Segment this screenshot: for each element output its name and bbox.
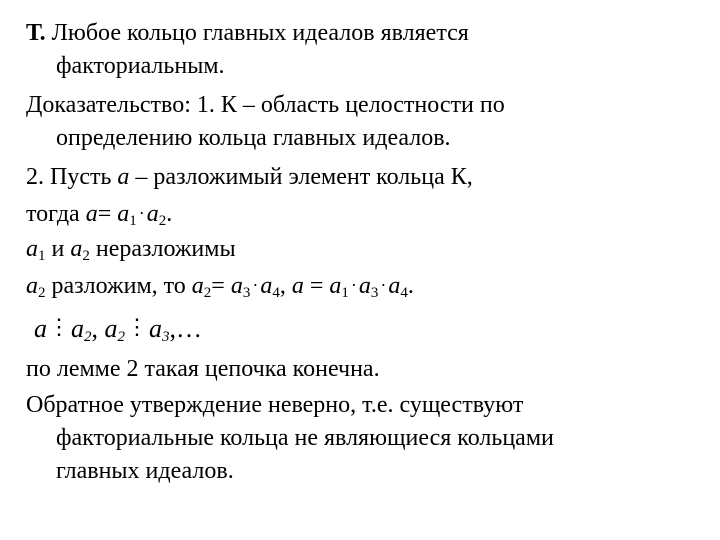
subscript: 1 bbox=[341, 285, 349, 301]
step2-prefix: 2. Пусть bbox=[26, 164, 112, 190]
dot-operator: · bbox=[380, 275, 387, 295]
var-a: a bbox=[146, 201, 159, 227]
theorem-line-2 bbox=[56, 51, 225, 81]
var-a: a bbox=[26, 273, 38, 299]
var-a: a bbox=[260, 273, 273, 299]
proof-text-2: определению кольца главных идеалов. bbox=[56, 125, 451, 151]
ellipsis: … bbox=[176, 314, 202, 343]
equals-sign: = bbox=[211, 273, 225, 299]
var-a: a bbox=[230, 273, 243, 299]
step2-suffix: – разложимый элемент кольца К, bbox=[135, 164, 473, 190]
reducible-text: разложим, то bbox=[51, 273, 186, 299]
var-a: a bbox=[117, 164, 130, 190]
proof-reducible-line bbox=[26, 270, 414, 301]
equals-sign: = bbox=[309, 273, 324, 299]
period: . bbox=[166, 201, 173, 227]
lemma-text: по лемме 2 такая цепочка конечна. bbox=[26, 356, 380, 382]
var-a: a bbox=[85, 201, 98, 227]
subscript: 1 bbox=[129, 213, 137, 229]
subscript: 2 bbox=[82, 248, 90, 264]
theorem-label: Т. bbox=[26, 20, 46, 46]
proof-line-2 bbox=[56, 123, 451, 153]
proof-then-line bbox=[26, 198, 172, 229]
var-a: a bbox=[104, 314, 118, 343]
subscript: 2 bbox=[117, 329, 125, 345]
var-a: a bbox=[191, 273, 204, 299]
converse-text-2: факториальные кольца не являющиеся кольцами bbox=[56, 425, 554, 451]
subscript: 4 bbox=[400, 285, 408, 301]
proof-line-1 bbox=[26, 90, 505, 120]
proof-irreducible-line bbox=[26, 234, 236, 264]
subscript: 2 bbox=[38, 285, 46, 301]
subscript: 3 bbox=[162, 329, 170, 345]
var-a: a bbox=[329, 273, 342, 299]
converse-line-2 bbox=[56, 423, 554, 453]
theorem-line-1 bbox=[26, 18, 469, 48]
then-prefix: тогда bbox=[26, 201, 80, 227]
period: . bbox=[407, 273, 414, 299]
var-a: a bbox=[149, 314, 162, 343]
comma: , bbox=[279, 273, 286, 299]
subscript: 1 bbox=[38, 248, 46, 264]
var-a: a bbox=[117, 201, 130, 227]
converse-line-3 bbox=[56, 456, 234, 486]
var-a: a bbox=[358, 273, 371, 299]
var-a: a bbox=[388, 273, 401, 299]
dot-operator: · bbox=[252, 275, 259, 295]
comma: , bbox=[169, 314, 176, 343]
var-a: a bbox=[71, 314, 84, 343]
var-a: a bbox=[34, 314, 47, 343]
dot-operator: · bbox=[350, 275, 357, 295]
subscript: 2 bbox=[203, 285, 212, 301]
subscript: 3 bbox=[242, 285, 251, 301]
lemma-line bbox=[26, 354, 380, 384]
subscript: 4 bbox=[272, 285, 280, 301]
divisibility-chain-formula bbox=[34, 312, 202, 344]
converse-line-1 bbox=[26, 390, 523, 420]
subscript: 2 bbox=[158, 213, 167, 229]
subscript: 2 bbox=[84, 329, 92, 345]
var-a: a bbox=[291, 273, 304, 299]
comma: , bbox=[91, 314, 98, 343]
irreducible-word: неразложимы bbox=[95, 236, 236, 262]
and-word: и bbox=[51, 236, 65, 262]
converse-text-1: Обратное утверждение неверно, т.е. существуют bbox=[26, 392, 524, 418]
subscript: 3 bbox=[370, 285, 379, 301]
divides-symbol: ⋮ bbox=[48, 314, 70, 339]
dot-operator: · bbox=[138, 203, 145, 223]
divides-symbol: ⋮ bbox=[126, 314, 148, 339]
equals-sign: = bbox=[97, 201, 112, 227]
var-a: a bbox=[70, 236, 83, 262]
theorem-text-1: Любое кольцо главных идеалов является bbox=[51, 20, 469, 46]
var-a: a bbox=[26, 236, 38, 262]
theorem-text-2: факториальным. bbox=[56, 53, 225, 79]
converse-text-3: главных идеалов. bbox=[56, 458, 234, 484]
proof-step-2 bbox=[26, 162, 473, 192]
proof-text-1: Доказательство: 1. К – область целостности по bbox=[26, 92, 505, 118]
